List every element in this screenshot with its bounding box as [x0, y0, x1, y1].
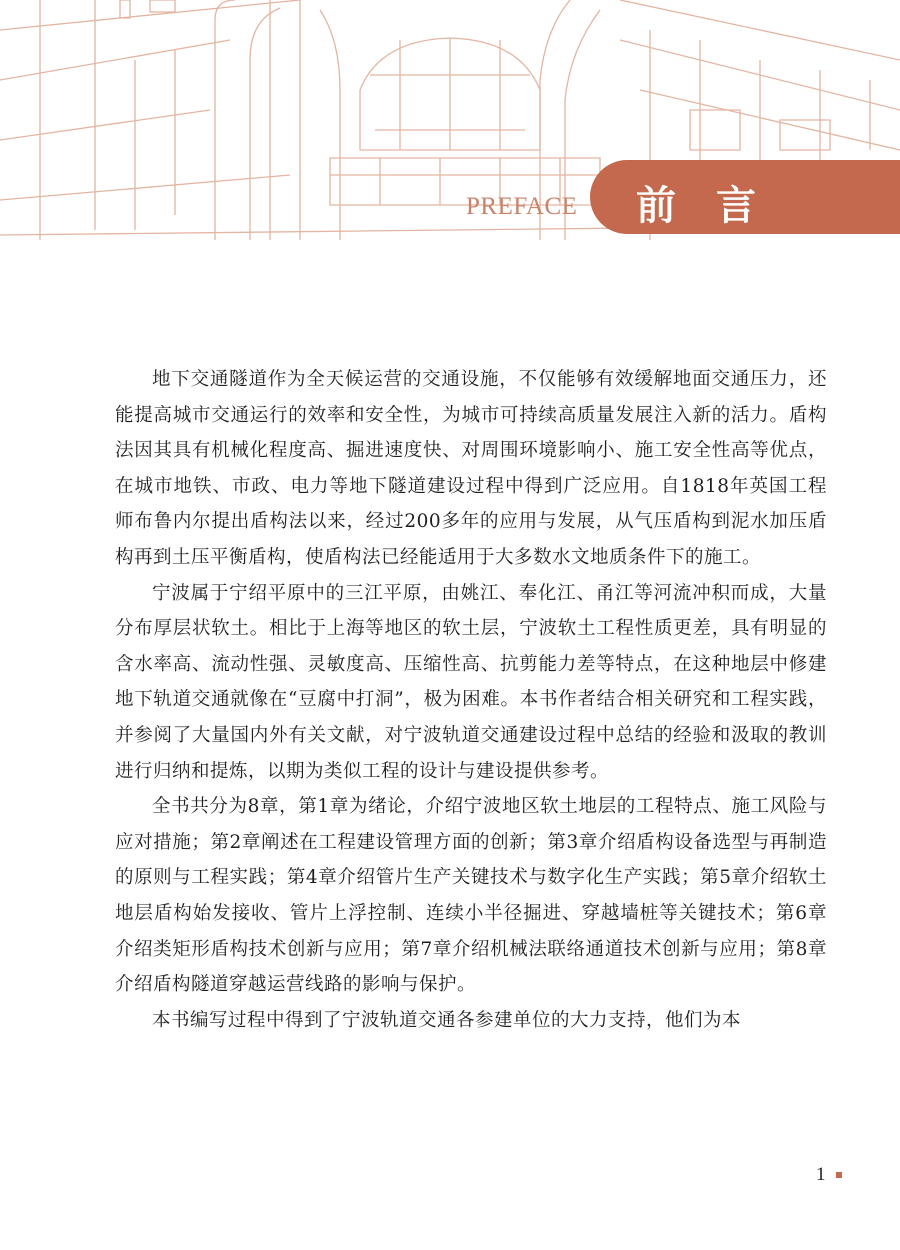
paragraph-4: 本书编写过程中得到了宁波轨道交通各参建单位的大力支持，他们为本 — [152, 1009, 742, 1031]
header-banner — [0, 0, 900, 240]
paragraph-1: 地下交通隧道作为全天候运营的交通设施，不仅能够有效缓解地面交通压力，还能提高城市交通运行的效率和安全性，为城市可持续高质量发展注入新的活力。盾构法因其具有机械化程度高、掘进速度快、对周围环境影响小、施工安全性高等优点，在城市地铁、市政、电力等地下隧道建设过程中得到广泛应用。自1818年英国工程师布鲁内尔提出盾构法以来，经过200多年的应用与发展，从气压盾构到泥水加压盾构再到土压平衡盾构，使盾构法已经能适用于大多数水文地质条件下的施工。 — [115, 369, 827, 568]
preface-body — [115, 362, 827, 1038]
paragraph-3: 全书共分为8章，第1章为绪论，介绍宁波地区软土地层的工程特点、施工风险与应对措施；第2章阐述在工程建设管理方面的创新；第3章介绍盾构设备选型与再制造的原则与工程实践；第4章介绍管片生产关键技术与数字化生产实践；第5章介绍软土地层盾构始发接收、管片上浮控制、连续小半径掘进、穿越墙桩等关键技术；第6章介绍类矩形盾构技术创新与应用；第7章介绍机械法联络通道技术创新与应用；第8章介绍盾构隧道穿越运营线路的影响与保护。 — [115, 796, 827, 996]
page-number: 1 — [816, 1164, 826, 1185]
paragraph-2: 宁波属于宁绍平原中的三江平原，由姚江、奉化江、甬江等河流冲积而成，大量分布厚层状软土。相比于上海等地区的软土层，宁波软土工程性质更差，具有明显的含水率高、流动性强、灵敏度高、压缩性高、抗剪能力差等特点，在这种地层中修建地下轨道交通就像在“豆腐中打洞”，极为困难。本书作者结合相关研究和工程实践，并参阅了大量国内外有关文献，对宁波轨道交通建设过程中总结的经验和汲取的教训进行归纳和提炼，以期为类似工程的设计与建设提供参考。 — [115, 582, 827, 782]
page-marker-square — [836, 1172, 842, 1178]
page-title: 前言 — [636, 183, 796, 229]
preface-english-label: PREFACE — [466, 193, 578, 220]
